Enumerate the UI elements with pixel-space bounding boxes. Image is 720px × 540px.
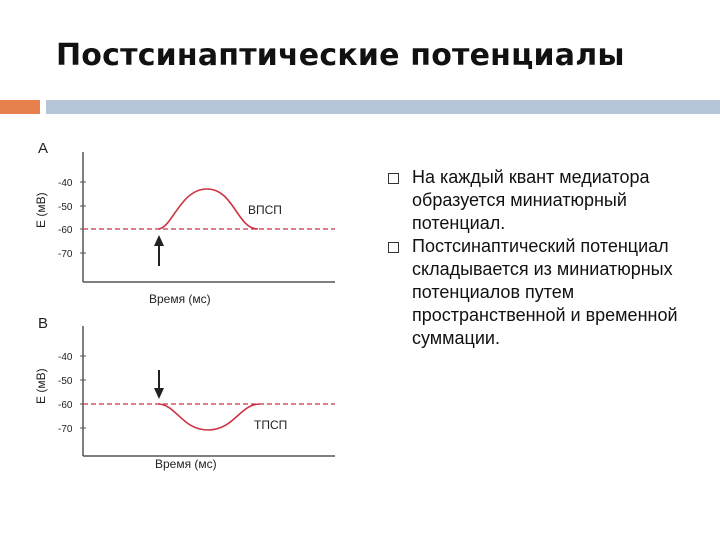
slide-title: Постсинаптические потенциалы [56,38,625,73]
bullet-text: На каждый квант медиатора образуется миниатюрный потенциал. [412,167,650,233]
panel-a-label: А [38,140,49,157]
panel-b-ipsp-curve [158,404,260,430]
panel-a-tick-label: -60 [58,225,73,236]
square-bullet-icon [388,173,399,184]
panel-a-ylabel: Е (мВ) [34,192,48,228]
panel-b-arrow-down-icon [154,370,164,399]
panel-a-arrow-up-icon [154,235,164,266]
panel-a-tick-label: -70 [58,249,73,260]
bullet-text: Постсинаптический потенциал складывается из миниатюрных потенциалов путем пространственной и временной суммации. [412,236,678,348]
panel-b-ylabel: Е (мВ) [34,368,48,404]
panel-a-xlabel: Время (мс) [149,292,211,306]
panel-a [34,140,335,306]
panel-b [34,315,335,471]
bullet-list [386,166,706,350]
accent-bar-orange [0,100,40,114]
panel-a-tick-label: -40 [58,178,73,189]
panel-a-curve-label: ВПСП [248,203,282,217]
panel-b-tick-label: -50 [58,376,73,387]
panel-b-tick-label: -70 [58,424,73,435]
square-bullet-icon [388,242,399,253]
panel-b-tick-label: -60 [58,400,73,411]
panel-b-curve-label: ТПСП [254,418,288,432]
panel-b-ticks [58,352,86,435]
bullet-item [386,235,706,350]
accent-bar-blue [46,100,720,114]
panel-a-epsp-curve [158,189,258,229]
panel-a-tick-label: -50 [58,202,73,213]
bullet-item [386,166,706,235]
panel-b-xlabel: Время (мс) [155,457,217,471]
psp-figure [0,120,360,490]
panel-a-ticks [58,178,86,260]
panel-b-label: В [38,315,49,332]
panel-b-tick-label: -40 [58,352,73,363]
